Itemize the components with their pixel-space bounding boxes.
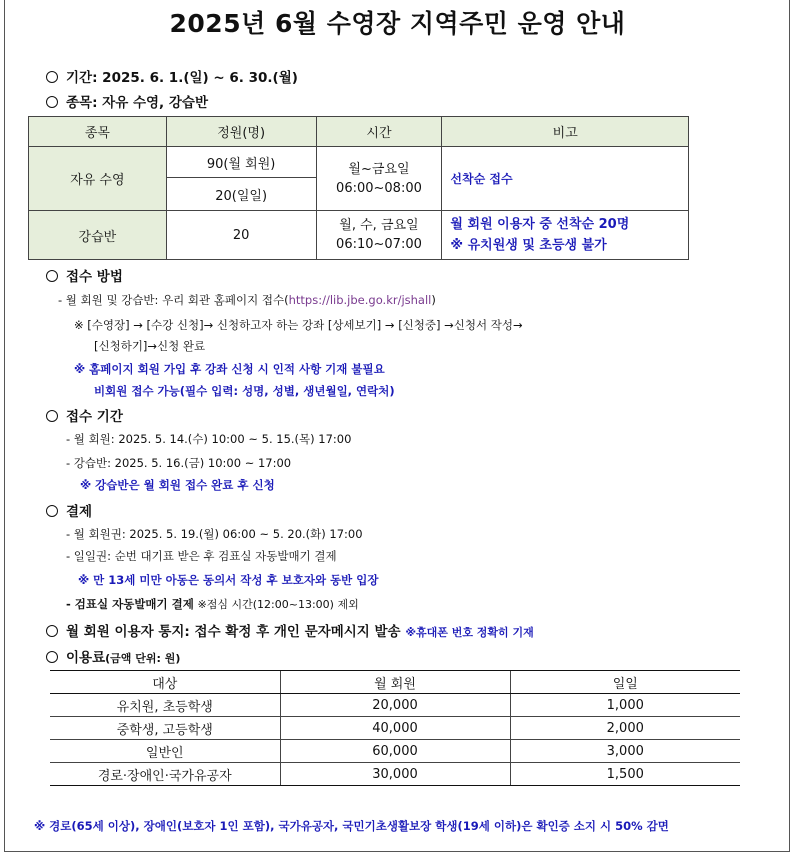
table-header-row	[29, 117, 689, 147]
apply-method-heading	[46, 265, 123, 285]
apply-period-note: ※ 강습반은 월 회원 접수 완료 후 신청	[80, 478, 275, 492]
page-title: 2025년 6월 수영장 지역주민 운영 안내	[169, 9, 626, 38]
fee-header-cell: 대상	[50, 671, 280, 694]
fee-cell: 1,000	[510, 694, 740, 717]
schedule-table	[28, 116, 689, 260]
homepage-link[interactable]: https://lib.jbe.go.kr/jshall	[288, 293, 432, 307]
lesson-time	[316, 211, 442, 260]
circle-bullet-icon	[46, 270, 58, 282]
payment-line3-main: - 검표실 자동발매기 결제	[66, 597, 194, 611]
payment-line2: - 일일권: 순번 대기표 받은 후 검표실 자동발매기 결제	[66, 549, 337, 563]
table-row	[29, 147, 689, 178]
fee-cell: 1,500	[510, 763, 740, 786]
fee-cell: 60,000	[280, 740, 510, 763]
apply-method-note2: 비회원 접수 가능(필수 입력: 성명, 성별, 생년월일, 연락처)	[94, 384, 395, 398]
fee-cell: 중학생, 고등학생	[50, 717, 280, 740]
fee-unit: (금액 단위: 원)	[105, 652, 181, 665]
table-row	[50, 740, 740, 763]
lesson-time-hours: 06:10~07:00	[336, 237, 422, 252]
fee-cell: 20,000	[280, 694, 510, 717]
apply-method-note1: ※ 홈페이지 회원 가입 후 강좌 신청 시 인적 사항 기재 불필요	[74, 362, 385, 376]
apply-period-heading	[46, 405, 123, 425]
payment-heading	[46, 500, 92, 520]
payment-heading-text: 결제	[66, 504, 93, 520]
lesson-note	[442, 211, 689, 260]
fee-cell: 유치원, 초등학생	[50, 694, 280, 717]
lesson-name: 강습반	[29, 211, 167, 260]
period-line	[46, 66, 298, 86]
table-row	[29, 211, 689, 260]
apply-method-line3: [신청하기]→신청 완료	[94, 339, 206, 353]
payment-line3	[66, 596, 359, 612]
apply-period-line1: - 월 회원: 2025. 5. 14.(수) 10:00 ~ 5. 15.(목) 17:00	[66, 432, 352, 446]
lesson-note-line2: ※ 유치원생 및 초등생 불가	[450, 238, 607, 253]
lesson-note-line1: 월 회원 이용자 중 선착순 20명	[450, 217, 630, 232]
notify-line	[46, 620, 534, 640]
fee-cell: 40,000	[280, 717, 510, 740]
apply-period-heading-text: 접수 기간	[66, 409, 123, 425]
table-row	[50, 763, 740, 786]
circle-bullet-icon	[46, 71, 58, 83]
notify-text: 월 회원 이용자 통지: 접수 확정 후 개인 문자메시지 발송	[66, 624, 401, 640]
circle-bullet-icon	[46, 625, 58, 637]
apply-method-line2: ※ [수영장] → [수강 신청]→ 신청하고자 하는 강좌 [상세보기] → [신청중] →신청서 작성→	[74, 318, 523, 332]
notify-note: ※휴대폰 번호 정확히 기재	[405, 626, 534, 639]
table-header-cell: 종목	[29, 117, 167, 147]
free-swim-time	[316, 147, 442, 211]
fee-table	[50, 670, 740, 786]
fee-cell: 일반인	[50, 740, 280, 763]
fee-header-cell: 일일	[510, 671, 740, 694]
lesson-time-days: 월, 수, 금요일	[339, 218, 419, 233]
payment-note: ※ 만 13세 미만 아동은 동의서 작성 후 보호자와 동반 입장	[78, 573, 379, 587]
table-header-cell: 비고	[442, 117, 689, 147]
apply-period-line2: - 강습반: 2025. 5. 16.(금) 10:00 ~ 17:00	[66, 456, 292, 470]
category-text: 종목: 자유 수영, 강습반	[66, 95, 208, 111]
apply-method-heading-text: 접수 방법	[66, 269, 123, 285]
fee-cell: 30,000	[280, 763, 510, 786]
fee-cell: 경로·장애인·국가유공자	[50, 763, 280, 786]
category-line	[46, 91, 208, 111]
table-header-cell: 시간	[316, 117, 442, 147]
footer-note: ※ 경로(65세 이상), 장애인(보호자 1인 포함), 국가유공자, 국민기초생활보장 학생(19세 이하)은 확인증 소지 시 50% 감면	[34, 819, 669, 833]
circle-bullet-icon	[46, 651, 58, 663]
free-swim-capacity-daily: 20(일일)	[166, 178, 316, 211]
apply-method-line1-suffix: )	[431, 293, 436, 307]
free-swim-note: 선착순 접수	[442, 147, 689, 211]
payment-line3-small: ※점심 시간(12:00~13:00) 제외	[197, 598, 359, 611]
circle-bullet-icon	[46, 410, 58, 422]
period-text: 기간: 2025. 6. 1.(일) ~ 6. 30.(월)	[66, 70, 298, 86]
circle-bullet-icon	[46, 96, 58, 108]
free-swim-time-days: 월~금요일	[348, 161, 410, 177]
free-swim-time-hours: 06:00~08:00	[336, 180, 422, 196]
fee-heading	[46, 646, 180, 666]
apply-method-line1-text: - 월 회원 및 강습반: 우리 회관 홈페이지 접수(	[58, 293, 289, 307]
apply-method-line1	[58, 292, 436, 308]
fee-cell: 3,000	[510, 740, 740, 763]
free-swim-capacity-monthly: 90(월 회원)	[166, 147, 316, 178]
fee-heading-text: 이용료	[66, 650, 106, 666]
fee-cell: 2,000	[510, 717, 740, 740]
table-row	[50, 717, 740, 740]
fee-header-cell: 월 회원	[280, 671, 510, 694]
free-swim-name: 자유 수영	[29, 147, 167, 211]
payment-line1: - 월 회원권: 2025. 5. 19.(월) 06:00 ~ 5. 20.(화) 17:00	[66, 527, 363, 541]
lesson-capacity: 20	[166, 211, 316, 260]
fee-header-row	[50, 671, 740, 694]
circle-bullet-icon	[46, 505, 58, 517]
table-header-cell: 정원(명)	[166, 117, 316, 147]
table-row	[50, 694, 740, 717]
